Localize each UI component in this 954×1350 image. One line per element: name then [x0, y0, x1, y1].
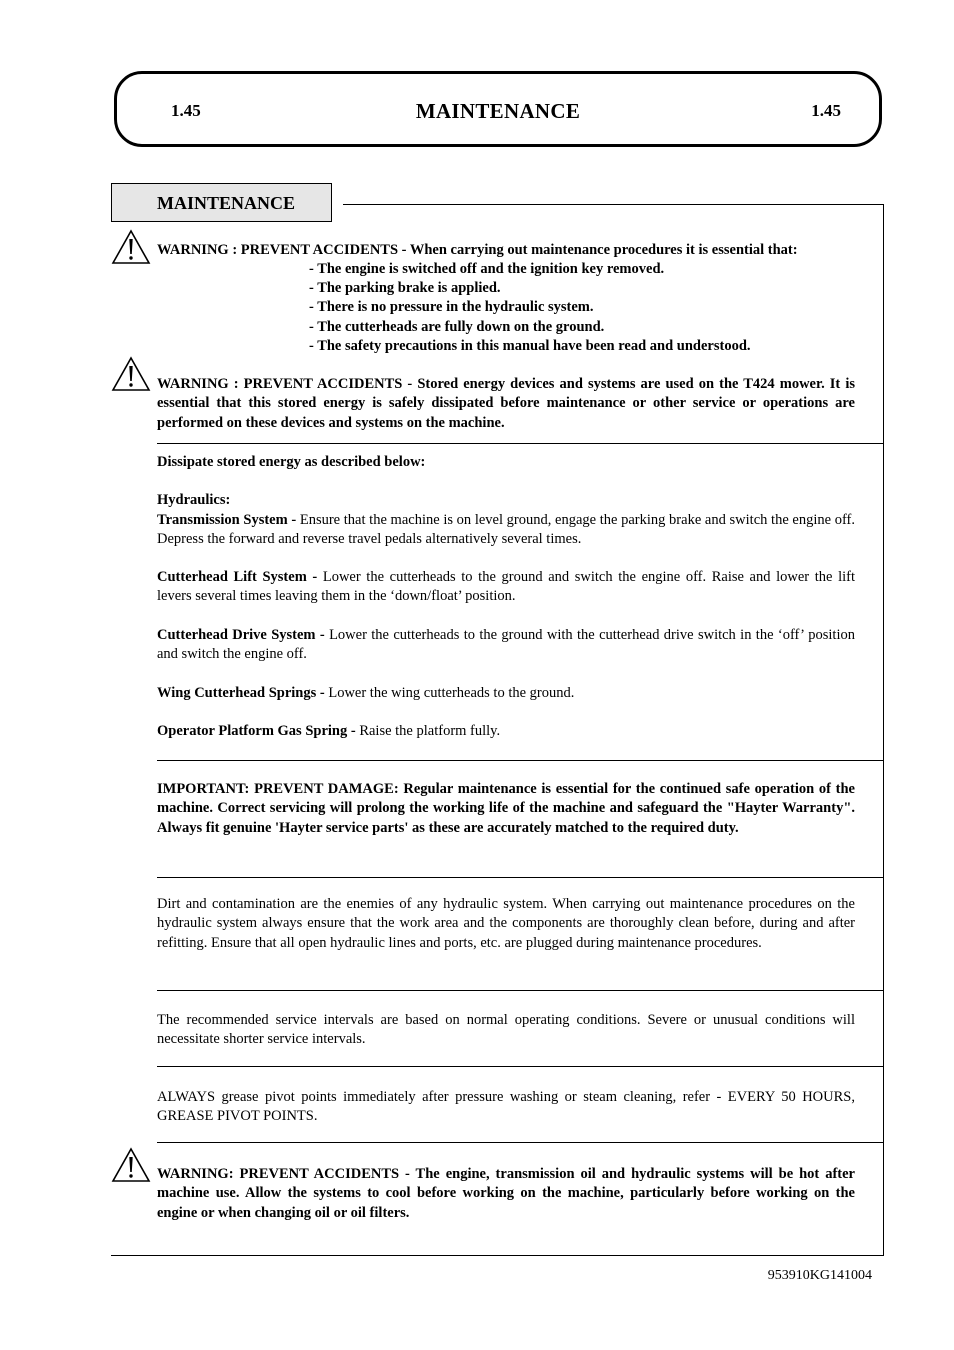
- warning-triangle-icon: [111, 229, 151, 265]
- header-section-number-left: 1.45: [171, 101, 201, 120]
- item-text: Ensure that the machine is on level ground, engage the parking brake and switch the engine off. Depress the forward and reverse travel pedals alternatively several times.: [157, 512, 855, 548]
- important-notice: IMPORTANT: PREVENT DAMAGE: Regular maintenance is essential for the continued safe operation of the machine. Correct servicing will prolong the working life of the machine and safeguard the "Hayter Warranty". Always fit genuine 'Hayter service parts' as these are accurately matched to the required duty.: [157, 781, 855, 836]
- divider: [157, 1142, 884, 1143]
- warning-triangle-icon: [111, 1147, 151, 1183]
- dissipate-intro: Dissipate stored energy as described below:: [157, 454, 426, 470]
- hot-systems-warning: WARNING: PREVENT ACCIDENTS - The engine, transmission oil and hydraulic systems will be hot after machine use. Allow the systems to cool before working on the machine, particularly before working on the engine or when changing oil or oil filters.: [157, 1166, 855, 1221]
- divider: [157, 877, 884, 878]
- list-item: - The cutterheads are fully down on the ground.: [309, 318, 605, 335]
- item-label: Transmission System -: [157, 512, 300, 528]
- list-item: - There is no pressure in the hydraulic system.: [309, 299, 594, 316]
- item-label: Operator Platform Gas Spring -: [157, 723, 360, 739]
- frame-bottom-rule: [111, 1255, 884, 1256]
- divider: [157, 1066, 884, 1067]
- page-header: [114, 71, 882, 147]
- grease-note: ALWAYS grease pivot points immediately after pressure washing or steam cleaning, refer - EVERY 50 HOURS, GREASE PIVOT POINTS.: [157, 1089, 855, 1125]
- stored-energy-warning: WARNING : PREVENT ACCIDENTS - Stored energy devices and systems are used on the T424 mower. It is essential that this stored energy is safely dissipated before maintenance or other service or operations are performed on these devices and systems on the machine.: [157, 376, 855, 431]
- cutterhead-drive-system-item: [157, 626, 855, 665]
- list-item: - The safety precautions in this manual have been read and understood.: [309, 337, 751, 354]
- divider: [157, 990, 884, 991]
- document-code: 953910KG141004: [767, 1268, 872, 1283]
- frame-top-rule: [343, 204, 884, 205]
- wing-cutterhead-springs-item: [157, 684, 855, 703]
- service-intervals-note: The recommended service intervals are based on normal operating conditions. Severe or unusual conditions will necessitate shorter service intervals.: [157, 1012, 855, 1048]
- hydraulic-cleanliness-note: Dirt and contamination are the enemies of any hydraulic system. When carrying out maintenance procedures on the hydraulic system always ensure that the work area and the components are thoroughly clean before, during and after refitting. Ensure that all open hydraulic lines and ports, etc. are plugged during maintenance procedures.: [157, 896, 855, 951]
- hydraulics-heading: Hydraulics:: [157, 492, 231, 508]
- item-label: Cutterhead Lift System -: [157, 569, 323, 585]
- warning-intro: WARNING : PREVENT ACCIDENTS - When carrying out maintenance procedures it is essential that:: [157, 242, 798, 258]
- item-label: Wing Cutterhead Springs -: [157, 685, 329, 701]
- item-text: Lower the cutterheads to the ground with the cutterhead drive switch in the ‘off’ position and switch the engine off.: [157, 627, 855, 663]
- item-text: Raise the platform fully.: [359, 723, 501, 739]
- divider: [157, 443, 884, 444]
- list-item: - The parking brake is applied.: [309, 280, 501, 297]
- item-text: Lower the cutterheads to the ground and switch the engine off. Raise and lower the lift levers several times leaving them in the ‘down/float’ position.: [157, 569, 855, 605]
- page-title: MAINTENANCE: [415, 99, 581, 123]
- item-label: Cutterhead Drive System -: [157, 627, 330, 643]
- warning-triangle-icon: [111, 356, 151, 392]
- frame-right-rule: [883, 204, 884, 1256]
- header-section-number-right: 1.45: [811, 101, 841, 120]
- operator-platform-gas-spring-item: [157, 722, 855, 741]
- cutterhead-lift-system-item: [157, 568, 855, 607]
- transmission-system-item: [157, 511, 855, 550]
- section-title: MAINTENANCE: [111, 183, 332, 222]
- item-text: Lower the wing cutterheads to the ground.: [328, 685, 575, 701]
- warning-precautions-list: [309, 260, 869, 356]
- list-item: - The engine is switched off and the ignition key removed.: [309, 261, 665, 277]
- divider: [157, 760, 884, 761]
